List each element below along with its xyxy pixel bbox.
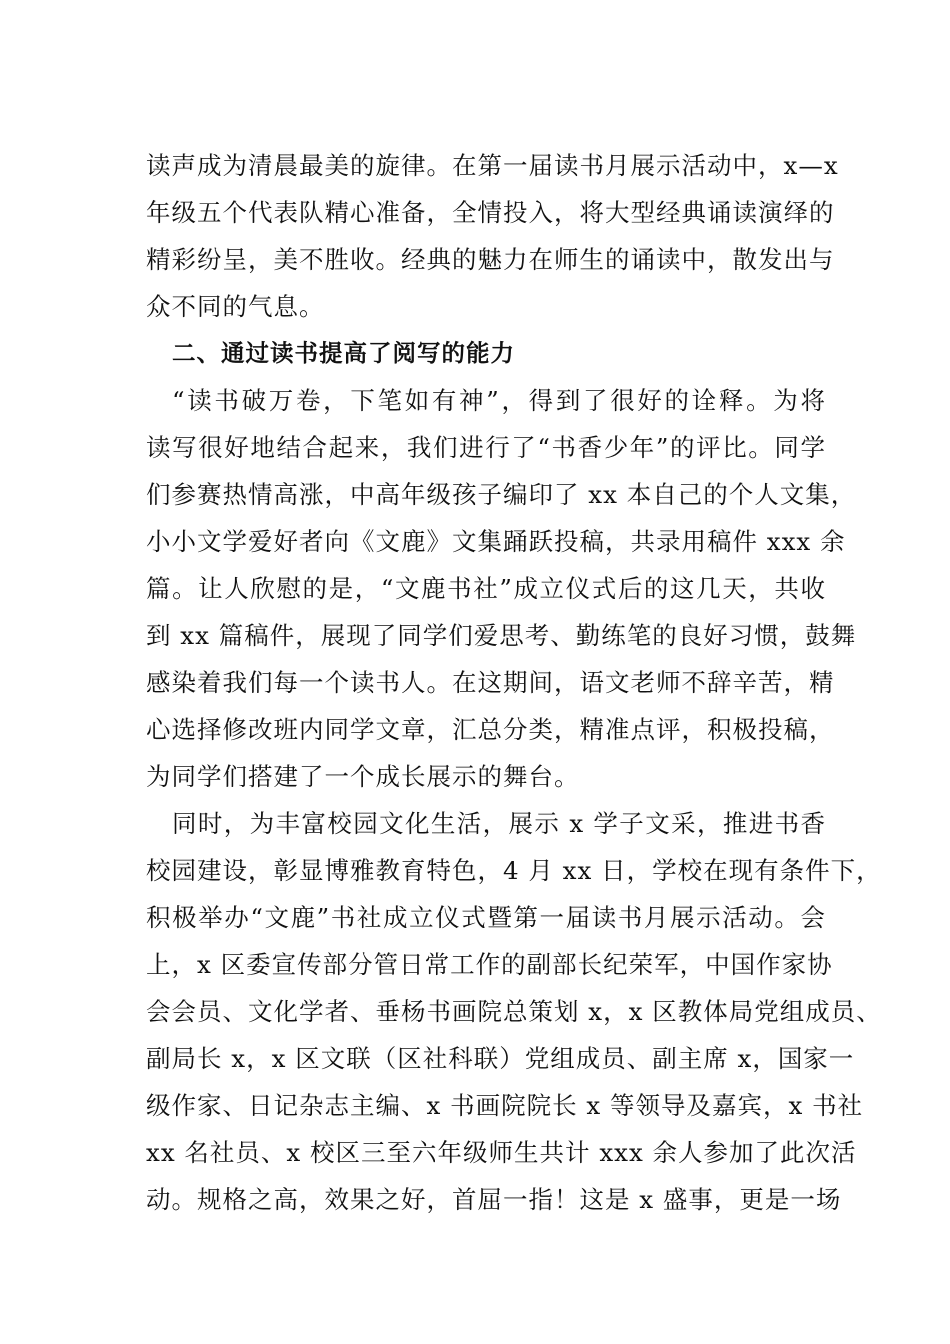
document-page xyxy=(146,142,882,1223)
text-line: 上，x 区委宣传部分管日常工作的副部长纪荣军，中国作家协 xyxy=(146,950,833,979)
text-line: 感染着我们每一个读书人。在这期间，语文老师不辞辛苦，精 xyxy=(146,668,835,697)
paragraph-reading-writing xyxy=(146,377,857,800)
paragraph-reading-voice xyxy=(146,142,839,330)
text-line: 精彩纷呈，美不胜收。经典的魅力在师生的诵读中，散发出与 xyxy=(146,245,835,274)
section-heading: 二、通过读书提高了阅写的能力 xyxy=(172,339,515,367)
paragraph-book-club-ceremony xyxy=(146,800,882,1223)
text-line: 心选择修改班内同学文章，汇总分类，精准点评，积极投稿， xyxy=(146,715,835,744)
text-line: 级作家、日记杂志主编、x 书画院院长 x 等领导及嘉宾，x 书社 xyxy=(146,1091,864,1120)
text-line: 同时，为丰富校园文化生活，展示 x 学子文采，推进书香 xyxy=(172,809,826,838)
text-line: 篇。让人欣慰的是，“文鹿书社”成立仪式后的这几天，共收 xyxy=(146,574,826,603)
text-line: 积极举办“文鹿”书社成立仪式暨第一届读书月展示活动。会 xyxy=(146,903,826,932)
text-line: 到 xx 篇稿件，展现了同学们爱思考、勤练笔的良好习惯，鼓舞 xyxy=(146,621,857,650)
text-line: 副局长 x，x 区文联（区社科联）党组成员、副主席 x，国家一 xyxy=(146,1044,855,1073)
text-line: 们参赛热情高涨，中高年级孩子编印了 xx 本自己的个人文集， xyxy=(146,480,857,509)
text-line: 读写很好地结合起来，我们进行了“书香少年”的评比。同学 xyxy=(146,433,826,462)
text-line: 众不同的气息。 xyxy=(146,292,325,321)
text-line: xx 名社员、x 校区三至六年级师生共计 xxx 余人参加了此次活 xyxy=(146,1138,857,1167)
text-line: 校园建设，彰显博雅教育特色，4 月 xx 日，学校在现有条件下， xyxy=(146,856,882,885)
text-line: 年级五个代表队精心准备，全情投入，将大型经典诵读演绎的 xyxy=(146,198,835,227)
text-line: 会会员、文化学者、垂杨书画院总策划 x，x 区教体局党组成员、 xyxy=(146,997,882,1026)
text-line: 小小文学爱好者向《文鹿》文集踊跃投稿，共录用稿件 xxx 余 xyxy=(146,527,846,556)
text-line: 动。规格之高，效果之好，首屈一指！这是 x 盛事，更是一场 xyxy=(146,1185,842,1214)
text-line: 为同学们搭建了一个成长展示的舞台。 xyxy=(146,762,580,791)
text-line: 读声成为清晨最美的旋律。在第一届读书月展示活动中，x—x xyxy=(146,151,839,180)
text-line: “读书破万卷，下笔如有神”，得到了很好的诠释。为将 xyxy=(172,386,826,415)
